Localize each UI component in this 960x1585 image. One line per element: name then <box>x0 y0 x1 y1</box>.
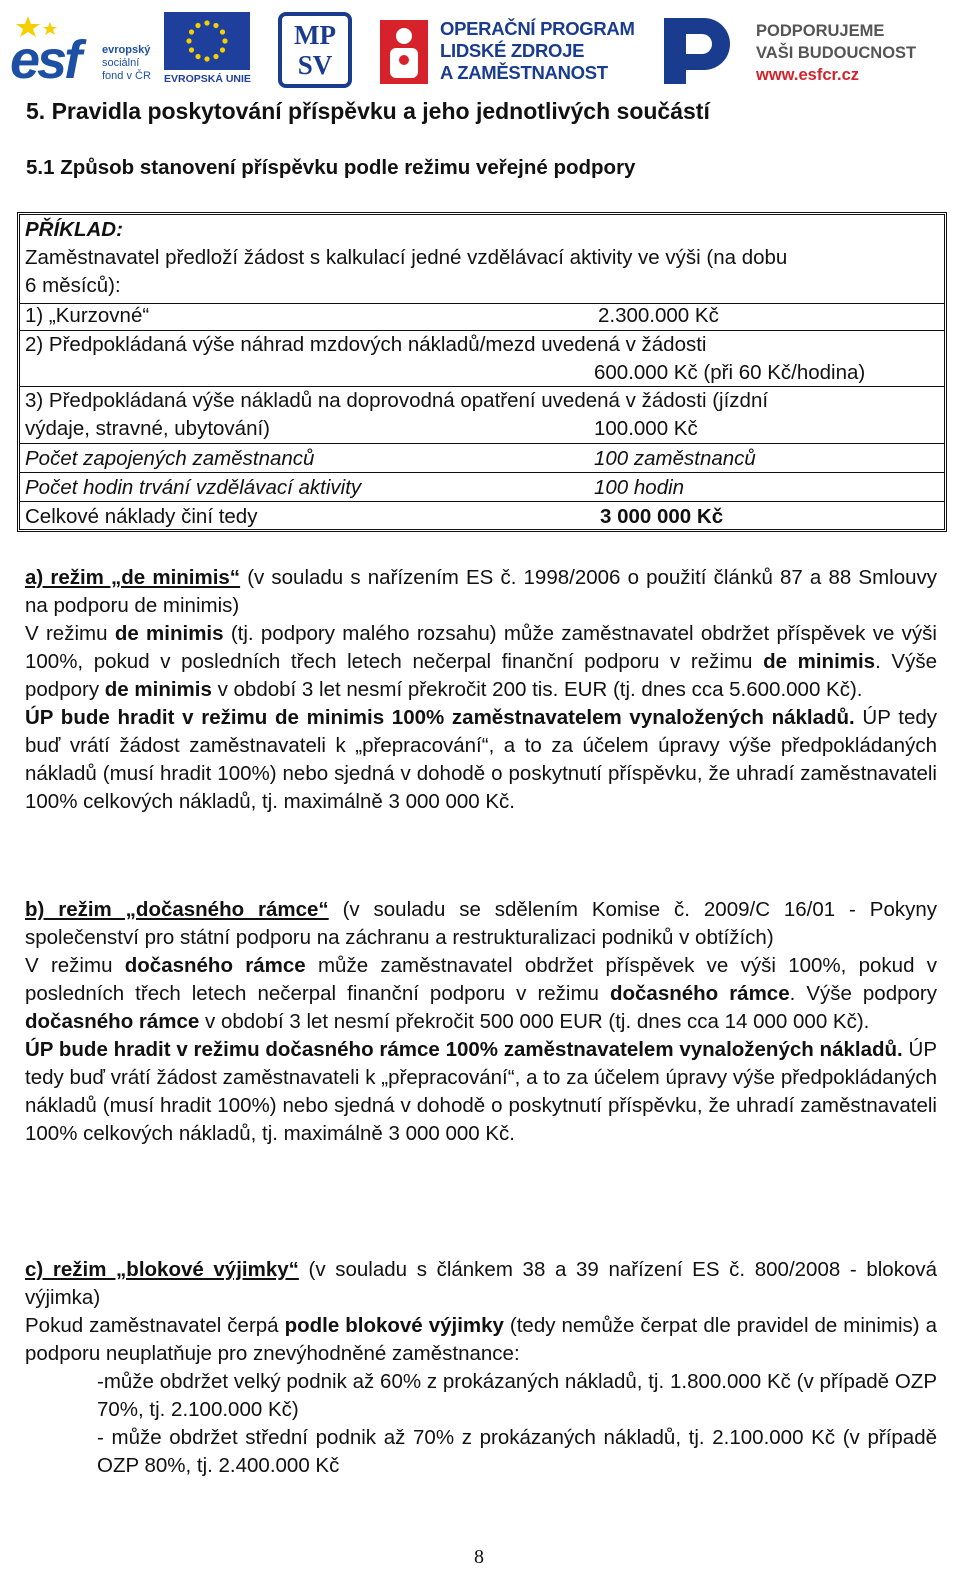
row-value: 3 000 000 Kč <box>600 505 724 528</box>
section-b-title: b) režim „dočasného rámce“ (v souladu se sdělením Komise č. 2009/C 16/01 - Pokyny společenství pro státní podporu na záchranu a restrukturalizaci podniků v obtížích) <box>25 898 937 949</box>
oplzz-logo-text: OPERAČNÍ PROGRAM LIDSKÉ ZDROJE A ZAMĚSTNANOST <box>440 18 635 83</box>
row-value: 2.300.000 Kč <box>598 304 719 327</box>
row-label: Celkové náklady činí tedy <box>25 505 258 528</box>
example-intro: 6 měsíců): <box>25 274 121 297</box>
section-a-paragraph: V režimu de minimis (tj. podpory malého rozsahu) může zaměstnavatel obdržet příspěvek ve výši 100%, pokud v posledních třech letech nečerpal finanční podporu v režimu de minimis. Výše podpory de minimis v období 3 let nesmí překročit 200 tis. EUR (tj. dnes cca 5.600.000 Kč). <box>25 622 937 701</box>
section-a <box>25 564 937 816</box>
section-c <box>25 1256 937 1480</box>
row-label: 1) „Kurzovné“ <box>25 304 150 327</box>
logo-header <box>0 0 960 96</box>
esf-logo-text: esf <box>10 30 80 90</box>
section-b <box>25 896 937 1148</box>
podporujeme-logo <box>660 14 950 90</box>
esf-logo-caption: evropský sociální fond v ČR <box>102 44 151 82</box>
mpsv-logo: MP SV <box>278 12 352 88</box>
row-label: výdaje, stravné, ubytování) <box>25 417 270 440</box>
oplzz-figure-icon <box>380 14 432 86</box>
row-label: 2) Předpokládaná výše náhrad mzdových nákladů/mezd uvedená v žádosti <box>25 333 707 356</box>
podporujeme-text: PODPORUJEME VAŠI BUDOUCNOST www.esfcr.cz <box>756 22 917 84</box>
podporujeme-p-icon <box>660 14 736 86</box>
row-value: 100 zaměstnanců <box>594 447 756 470</box>
section-a-title: a) režim „de minimis“ (v souladu s nařízením ES č. 1998/2006 o použití článků 87 a 88 Smlouvy na podporu de minimis) <box>25 566 938 617</box>
row-label: Počet hodin trvání vzdělávací aktivity <box>25 476 362 499</box>
eu-flag-icon <box>164 12 250 70</box>
section-c-title: c) režim „blokové výjimky“ (v souladu s článkem 38 a 39 nařízení ES č. 800/2008 - bloková výjimka) <box>25 1258 938 1309</box>
row-value: 100.000 Kč <box>594 417 698 440</box>
esf-logo <box>10 10 160 88</box>
row-value: 100 hodin <box>594 476 685 499</box>
oplzz-logo <box>380 14 640 88</box>
row-divider <box>20 303 944 304</box>
page-title: 5. Pravidla poskytování příspěvku a jeho jednotlivých součástí <box>26 98 710 124</box>
section-b-paragraph: V režimu dočasného rámce může zaměstnavatel obdržet příspěvek ve výši 100%, pokud v posledních třech letech nečerpal finanční podporu v režimu dočasného rámce. Výše podpory dočasného rámce v období 3 let nesmí překročit 500 000 EUR (tj. dnes cca 14 000 000 Kč). <box>25 954 938 1033</box>
row-label: 3) Předpokládaná výše nákladů na doprovodná opatření uvedená v žádosti (jízdní <box>25 389 769 412</box>
eu-logo <box>164 12 254 90</box>
row-value: 600.000 Kč (při 60 Kč/hodina) <box>594 361 866 384</box>
section-b-paragraph: ÚP bude hradit v režimu dočasného rámce 100% zaměstnavatelem vynaložených nákladů. ÚP tedy buď vrátí žádost zaměstnavateli k „přepracování“, a to za účelem úpravy výše předpokládaných nákladů (musí hradit 100%) nebo sjedná v dohodě o poskytnutí příspěvku, že uhradí zaměstnavateli 100% celkových nákladů, tj. maximálně 3 000 000 Kč. <box>25 1038 937 1145</box>
section-c-list-item: -může obdržet velký podnik až 60% z prokázaných nákladů, tj. 1.800.000 Kč (v případě OZP 70%, tj. 2.100.000 Kč) <box>97 1370 937 1421</box>
page-number: 8 <box>474 1546 484 1568</box>
section-c-list-item: - může obdržet střední podnik až 70% z prokázaných nákladů, tj. 2.100.000 Kč (v případě OZP 80%, tj. 2.400.000 Kč <box>97 1426 937 1477</box>
section-c-paragraph: Pokud zaměstnavatel čerpá podle blokové výjimky (tedy nemůže čerpat dle pravidel de minimis) a podporu neuplatňuje pro znevýhodněné zaměstnance: <box>25 1314 937 1365</box>
example-intro: Zaměstnavatel předloží žádost s kalkulací jedné vzdělávací aktivity ve výši (na dobu <box>25 246 788 269</box>
row-label: Počet zapojených zaměstnanců <box>25 447 315 470</box>
row-divider <box>20 443 944 444</box>
example-title: PŘÍKLAD: <box>25 218 123 241</box>
section-heading: 5.1 Způsob stanovení příspěvku podle režimu veřejné podpory <box>26 156 636 179</box>
section-a-paragraph: ÚP bude hradit v režimu de minimis 100% zaměstnavatelem vynaložených nákladů. ÚP tedy buď vrátí žádost zaměstnavateli k „přepracování“, a to za účelem úpravy výše předpokládaných nákladů (musí hradit 100%) nebo sjedná v dohodě o poskytnutí příspěvku, že uhradí zaměstnavateli 100% celkových nákladů, tj. maximálně 3 000 000 Kč. <box>25 706 937 813</box>
eu-logo-caption: EVROPSKÁ UNIE <box>164 73 251 85</box>
